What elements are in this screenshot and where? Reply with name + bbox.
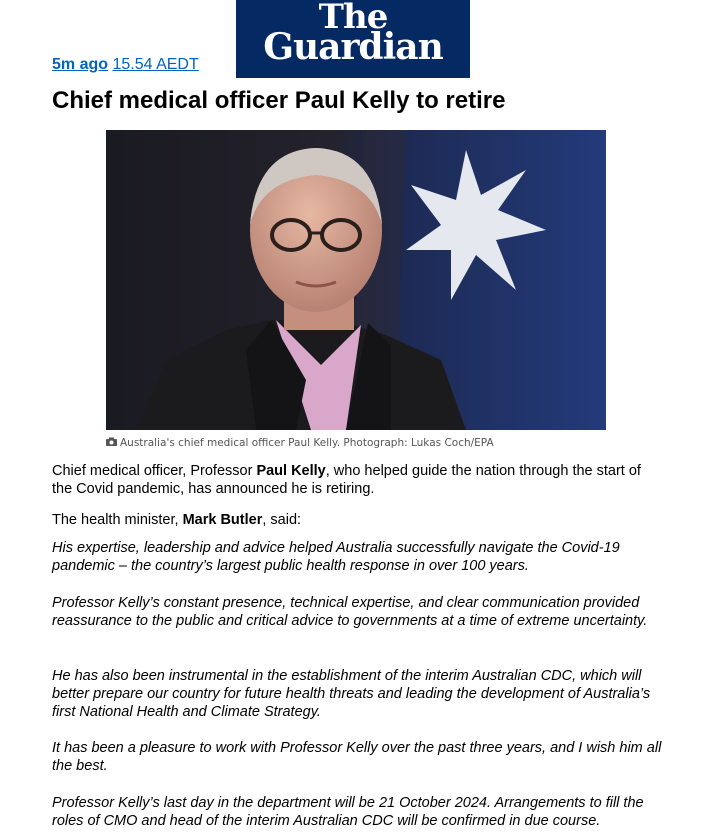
article-photo xyxy=(106,130,606,430)
logo-line-1: The xyxy=(318,0,388,37)
minister-text-2: , said: xyxy=(262,512,302,528)
minister-text-1: The health minister, xyxy=(52,512,183,528)
post-timestamp xyxy=(52,55,199,75)
quote-paragraph: Professor Kelly’s last day in the department will be 21 October 2024. Arrangements to fill the roles of CMO and head of the interim Australian CDC will be confirmed in due course. xyxy=(52,795,644,829)
paragraph-intro xyxy=(52,462,662,498)
camera-icon xyxy=(106,436,117,450)
paragraph-minister xyxy=(52,511,662,529)
logo-line-2: Guardian xyxy=(263,26,443,68)
photo-caption xyxy=(106,436,494,450)
time-ago-link[interactable]: 5m ago xyxy=(52,56,109,73)
quote-paragraph: Professor Kelly’s constant presence, technical expertise, and clear communication provided reassurance to the public and critical advice to governments at a time of extreme uncertainty. xyxy=(52,595,648,629)
time-link[interactable]: 15.54 AEDT xyxy=(112,56,199,73)
quote-paragraph: It has been a pleasure to work with Professor Kelly over the past three years, and I wish him all the best. xyxy=(52,740,662,774)
caption-text: Australia's chief medical officer Paul Kelly. Photograph: Lukas Coch/EPA xyxy=(120,437,494,449)
minister-name: Mark Butler xyxy=(182,512,263,528)
quote-paragraph: He has also been instrumental in the establishment of the interim Australian CDC, which will better prepare our country for future health threats and leading the development of Australia’s first National Health and Climate Strategy. xyxy=(52,668,651,720)
intro-text-2: , who helped guide the nation through the start of the Covid pandemic, has announced he is retiring. xyxy=(52,463,641,497)
quote-paragraph: His expertise, leadership and advice helped Australia successfully navigate the Covid-19 pandemic – the country’s largest public health response in over 100 years. xyxy=(52,540,620,574)
guardian-logo[interactable] xyxy=(236,0,470,78)
intro-text-1: Chief medical officer, Professor xyxy=(52,463,257,479)
person-name: Paul Kelly xyxy=(256,463,326,479)
headline: Chief medical officer Paul Kelly to retire xyxy=(52,87,506,114)
